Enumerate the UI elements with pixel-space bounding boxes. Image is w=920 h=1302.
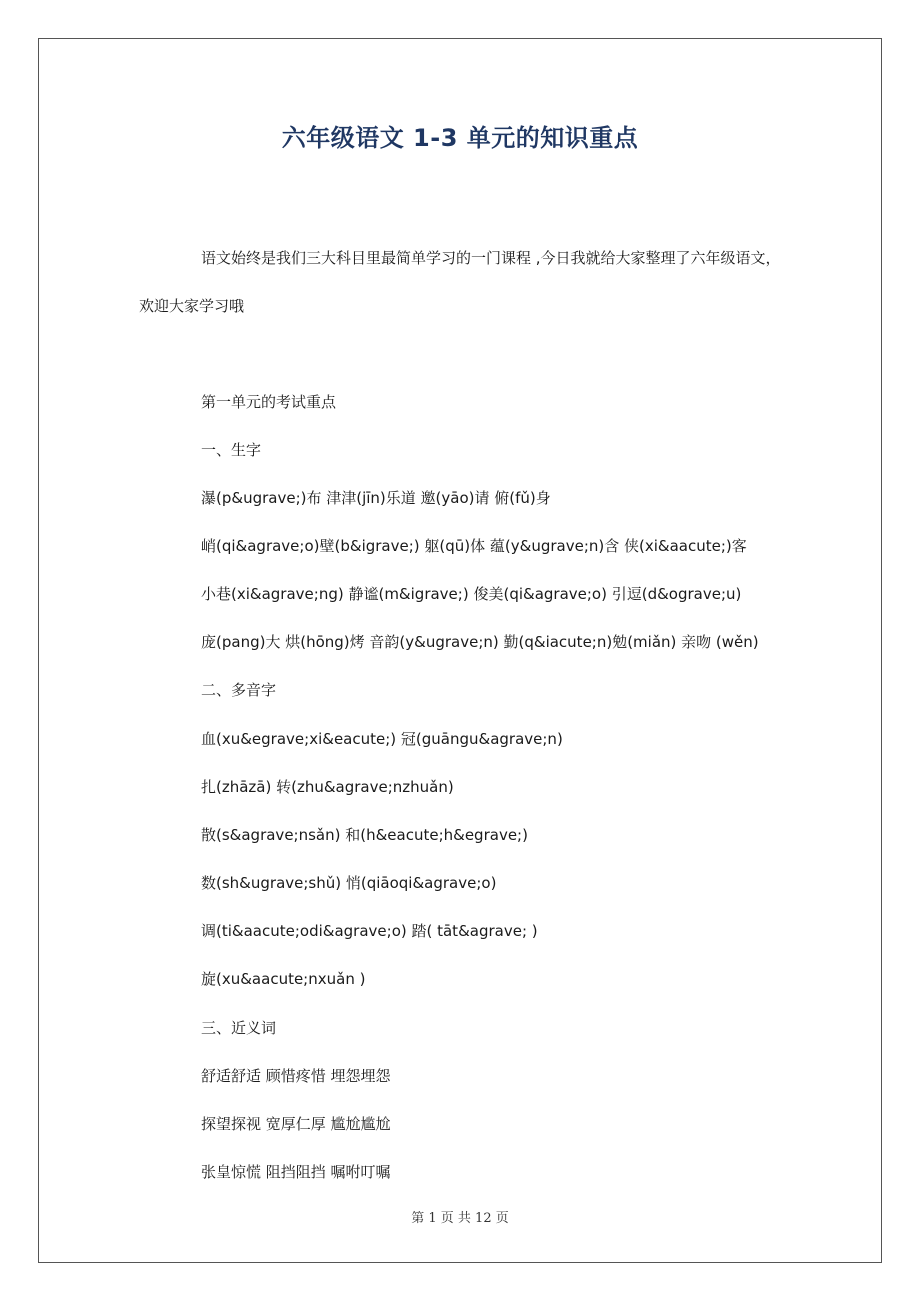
text-line: 小巷(xi&agrave;ng) 静谧(m&igrave;) 俊美(qi&agrave;o) 引逗(d&ograve;u) (201, 585, 742, 603)
text-line: 舒适舒适 顾惜疼惜 埋怨埋怨 (201, 1067, 391, 1085)
text-line: 庞(pang)大 烘(hōng)烤 音韵(y&ugrave;n) 勤(q&iacute;n)勉(miǎn) 亲吻 (wěn) (201, 633, 759, 651)
intro-paragraph-line-1: 语文始终是我们三大科目里最简单学习的一门课程 ,今日我就给大家整理了六年级语文， (201, 249, 781, 267)
section-heading-unit-1: 第一单元的考试重点 (201, 393, 337, 411)
text-line: 散(s&agrave;nsǎn) 和(h&eacute;h&egrave;) (201, 826, 528, 844)
subheading-synonyms: 三、近义词 (201, 1019, 277, 1037)
intro-paragraph-line-2: 欢迎大家学习哦 (139, 297, 245, 315)
page-footer: 第 1 页 共 12 页 (411, 1211, 509, 1226)
subheading-polyphonic-characters: 二、多音字 (201, 681, 277, 699)
text-line: 数(sh&ugrave;shǔ) 悄(qiāoqi&agrave;o) (201, 874, 497, 892)
text-line: 血(xu&egrave;xi&eacute;) 冠(guāngu&agrave;n) (201, 730, 563, 748)
text-line: 张皇惊慌 阻挡阻挡 嘱咐叮嘱 (201, 1163, 391, 1181)
text-line: 瀑(p&ugrave;)布 津津(jīn)乐道 邀(yāo)请 俯(fǔ)身 (201, 489, 551, 507)
document-title: 六年级语文 1-3 单元的知识重点 (281, 124, 639, 152)
text-line: 峭(qi&agrave;o)壁(b&igrave;) 躯(qū)体 蕴(y&ugrave;n)含 侠(xi&aacute;)客 (201, 537, 747, 555)
text-line: 旋(xu&aacute;nxuǎn ) (201, 970, 366, 988)
text-line: 调(ti&aacute;odi&agrave;o) 踏( tāt&agrave; ) (201, 922, 538, 940)
text-line: 探望探视 宽厚仁厚 尴尬尴尬 (201, 1115, 391, 1133)
subheading-new-characters: 一、生字 (201, 441, 262, 459)
text-line: 扎(zhāzā) 转(zhu&agrave;nzhuǎn) (201, 778, 454, 796)
